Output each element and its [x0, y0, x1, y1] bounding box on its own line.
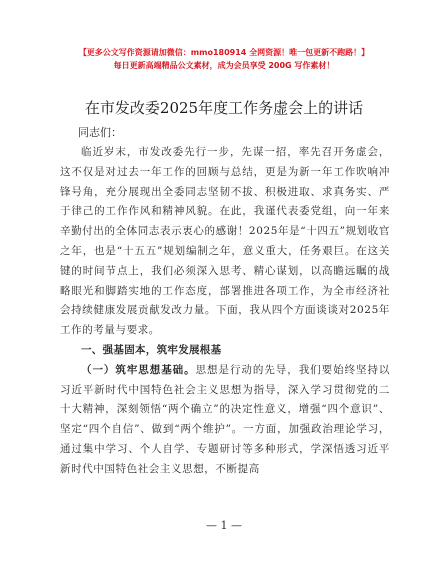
document-body — [60, 143, 390, 480]
document-title: 在市发改委2025年度工作务虚会上的讲话 — [84, 99, 364, 117]
subsection-paragraph — [60, 361, 390, 480]
promo-banner-line2: 每日更新高端精品公文素材，成为会员享受 200G 写作素材！ — [113, 61, 335, 70]
subsection-heading: （一）筑牢思想基础。 — [81, 363, 196, 376]
subsection-text: 思想是行动的先导，我们要始终坚持以习近平新时代中国特色社会主义思想为指导，深入学习贯彻党的二十大精神，深刻领悟“两个确立”的决定性意义，增强“四个意识”、坚定“四个自信”、做到“两个维护”。一方面，加强政治理论学习，通过集中学习、个人自学、专题研讨等多种形式，学深悟透习近平新时代中国特色社会主义思想，不断提高 — [60, 363, 390, 475]
page-number: — 1 — — [206, 519, 242, 532]
section-heading: 一、强基固本，筑牢发展根基 — [81, 343, 222, 356]
body-paragraph: 临近岁末，市发改委先行一步，先谋一招，率先召开务虚会，这不仅是对过去一年工作的回顾与总结，更是为新一年工作吹响冲锋号角，充分展现出全委同志坚韧不拔、积极进取、求真务实、严于律己的工作作风和精神风貌。在此，我谨代表委党组，向一年来辛勤付出的全体同志表示衷心的感谢！2025年是“十四五”规划收官之年，也是“十五五”规划编制之年，意义重大，任务艰巨。在这关键的时间节点上，我们必须深入思考、精心谋划，以高瞻远瞩的战略眼光和脚踏实地的工作态度，部署推进各项工作，为全市经济社会持续健康发展贡献发改力量。下面，我从四个方面谈谈对2025年工作的考量与要求。 — [60, 146, 390, 337]
promo-banner-line1: 【更多公文写作资源请加微信：mmo180914 全网资源！唯一包更新不跑路！】 — [78, 48, 370, 57]
salutation: 同志们： — [78, 126, 122, 139]
